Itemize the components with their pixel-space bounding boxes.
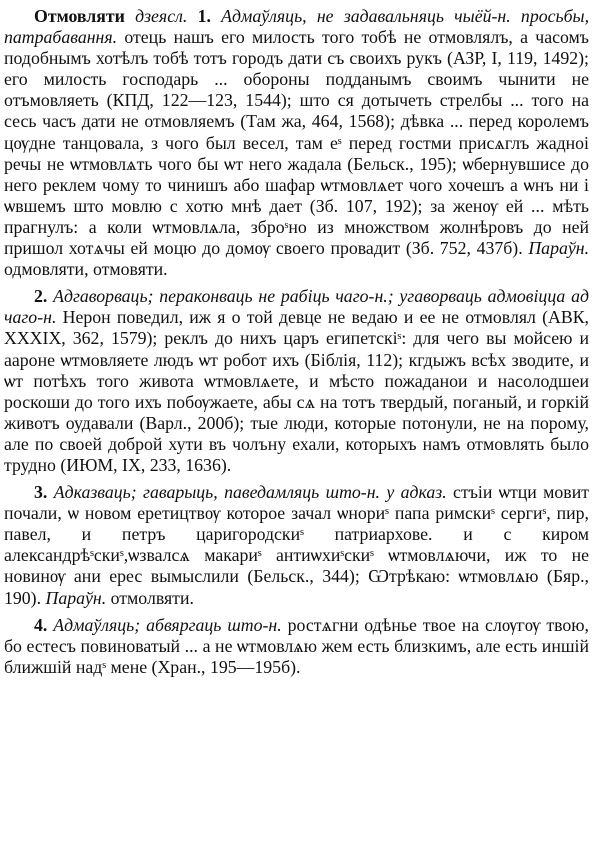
sense-number: 4. — [34, 614, 48, 635]
cross-reference-label: Параўн. — [528, 238, 590, 259]
headword: Отмовляти — [34, 6, 125, 26]
entry-sense-3 — [4, 482, 589, 609]
citation-text: стъiи ѡтци мовит почали, ѡ новом еретицтвѹ которое зачал ѡнориˢ папа римскиˢ сергиˢ, пир, павел, и петръ царигородскиˢ патриархове. и с киром александрѣˢскиˢ,ѡзвалсѧ макариˢ антиѡхиˢскиˢ ѡтмовлѧючи, иж то не новинѹ ани ерес вымыслили (Бельск., 344); Ѡтрѣкаю: ѡтмовлѧю (Бяр., 190). — [4, 482, 589, 608]
entry-sense-2 — [4, 286, 589, 476]
entry-otmovlyati-sense-1 — [4, 6, 589, 280]
citation-text: Нерон поведил, иж я о той девце не ведаю и ее не отмовлял (АВК, XXXIX, 362, 1579); реклъ до нихъ царъ египетскiˢ: для чего вы мойсею и аароне ѡтмовляете людъ ѡт робот ихъ (Біблія, 112); кгдыжъ всѣх зводите, и ѡт потѣхъ того живота ѡтмовлѧете, и мѣсто пожаданои и насолодшеи роскоши до того ихъ побѹжаете, абы сѧ на тотъ твердый, поганый, и горкій животъ оудавали (Варл., 200б); тые люди, которые потонули, не на порому, але по своей доброй хути въ чолъну ехали, которыхъ намъ отмовлять было трудно (ИЮМ, IX, 233, 1636). — [4, 307, 590, 475]
cross-reference-label: Параўн. — [45, 587, 107, 608]
grammar-label: дзеясл. — [135, 6, 188, 26]
sense-number: 2. — [34, 286, 48, 307]
entry-sense-4 — [4, 615, 589, 678]
citation-text: ростѧгни одѣнье твое на слѹгѹ твою, бо естесъ повиноватый ... а не ѡтмовлѧю жем есть близкимъ, але есть иншій ближшій надˢ мене (Хран., 195—195б). — [4, 614, 589, 677]
cross-reference-text: отмолвяти. — [110, 587, 194, 608]
sense-number: 3. — [34, 482, 48, 503]
citation-text: отець нашъ его милость того тобѣ не отмовлялъ, а часомъ подобнымъ хотѣлъ тобѣ тотъ городъ дати съ своихъ рукъ (АЗР, I, 119, 1492); его милость господарь ... обороны подданымъ своимъ чынити не отъмовляеть (КПД, 122—123, 1544); што ся дотычеть стрелбы ... того на сесь часъ дати не отмовляемъ (Там жа, 464, 1568); дѣвка ... перед королемъ цѹдне танцовала, з чого был весел, там еˢ перед гостми присѧглъ жадноi речы не ѡтмовлѧть чого бы ѡт него жадала (Бельск., 195); ѡбернувшисе до него реклем чому то чинишъ або шафар ѡтмовлѧет чого хочешъ а ѡнъ ни і ѡвшемъ што мовлю с хотю мнѣ дает (Зб. 107, 192); за женѹ ей ... мѣть прагнулъ: а коли ѡтмовлѧла, зброˢно из множством жолнѣровъ до ней пришол хотѧчы ей моцю до домѹ своего провадит (Зб. 752, 437б). — [4, 27, 589, 259]
sense-definition: Адмаўляць, не задавальняць чыёй-н. просьбы, патрабавання. — [4, 6, 590, 48]
sense-number: 1. — [197, 6, 211, 26]
cross-reference-text: одмовляти, отмовяти. — [4, 259, 168, 280]
sense-definition: Адгаворваць; пераконваць не рабіць чаго-н.; угаворваць адмовіцца ад чаго-н. — [4, 286, 589, 328]
sense-definition: Адмаўляць; абвяргаць што-н. — [53, 614, 282, 635]
sense-definition: Адказваць; гаварыць, паведамляць што-н. у адказ. — [53, 482, 447, 503]
